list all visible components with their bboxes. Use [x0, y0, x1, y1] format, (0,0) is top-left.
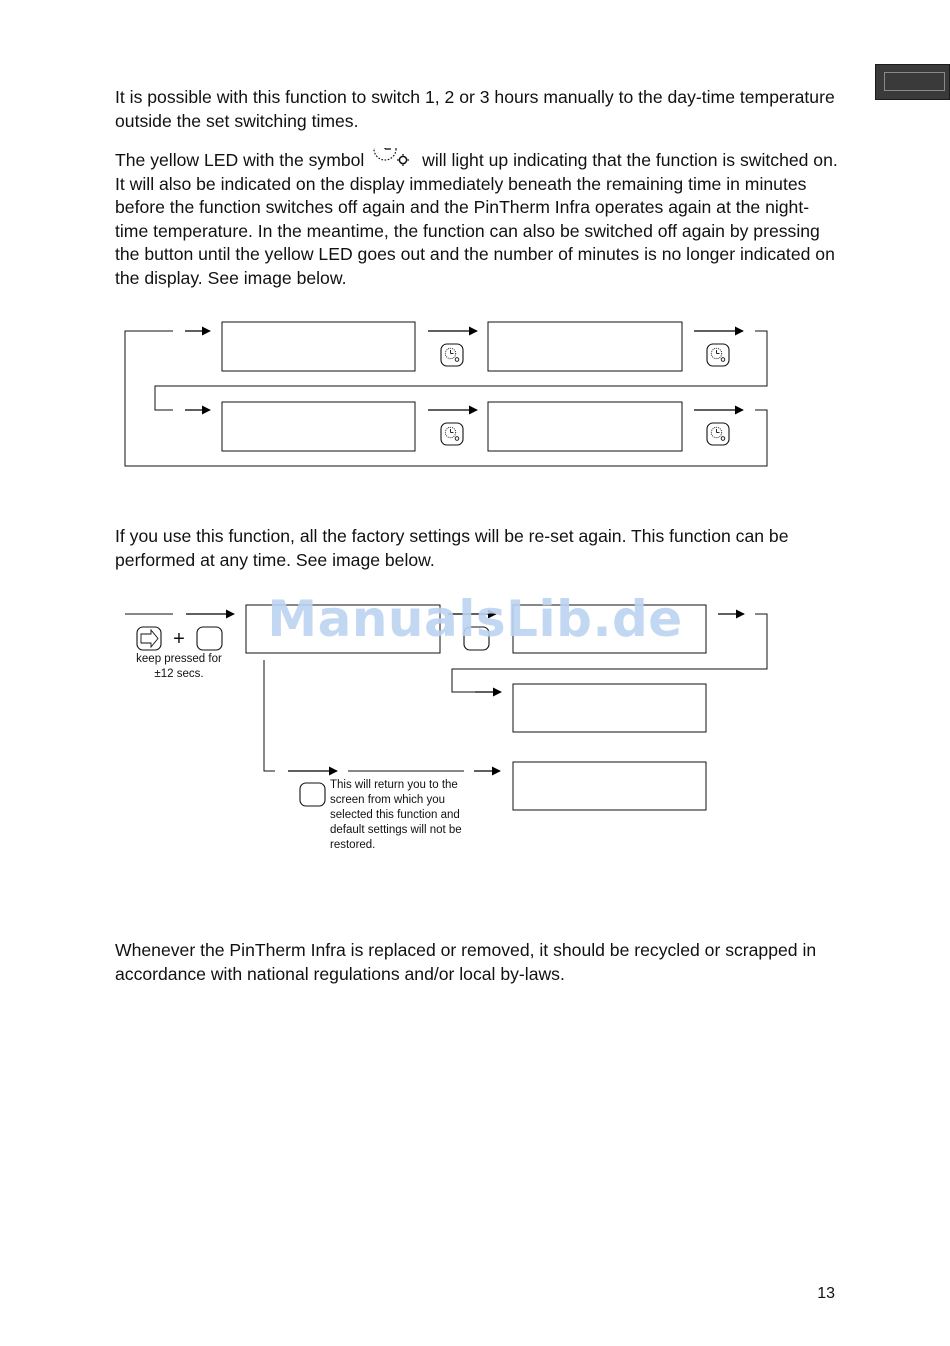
paragraph-factory-reset: If you use this function, all the factory settings will be re-set again. This function can be performed at any time. See image below. — [115, 526, 789, 570]
display-screen-restored — [513, 684, 706, 732]
watermark: ManualsLib.de — [267, 590, 683, 648]
plus-sign: + — [173, 628, 185, 650]
return-note: This will return you to the screen from which you selected this function and default settings will not be restored. — [330, 779, 462, 851]
paragraph-yellow-led-part2: will light up indicating that the function is switched on. It will also be indicated on the display immediately beneath the remaining time in minutes before the function switches off again and the PinTherm Infra operates again at the night-time temperature. In the meantime, the function can also be switched off again by pressing the button until the yellow LED goes out and the number of minutes is no longer indicated on the display. See image below. — [115, 150, 838, 288]
page-number: 13 — [817, 1285, 835, 1302]
cancel-connector — [264, 660, 275, 771]
arrow-right-button-icon — [137, 627, 161, 650]
paragraph-manual-switch: It is possible with this function to switch 1, 2 or 3 hours manually to the day-time temperature outside the set switching times. — [115, 87, 835, 131]
blank-button-icon — [197, 627, 222, 650]
blank-button-icon — [300, 783, 325, 806]
paragraph-recycling: Whenever the PinTherm Infra is replaced or removed, it should be recycled or scrapped in accordance with national regulations and/or local by-laws. — [115, 940, 817, 984]
display-screen-previous — [513, 762, 706, 810]
keep-pressed-label: keep pressed for ±12 secs. — [136, 653, 222, 680]
paragraph-yellow-led-part1: The yellow LED with the symbol — [115, 150, 370, 170]
